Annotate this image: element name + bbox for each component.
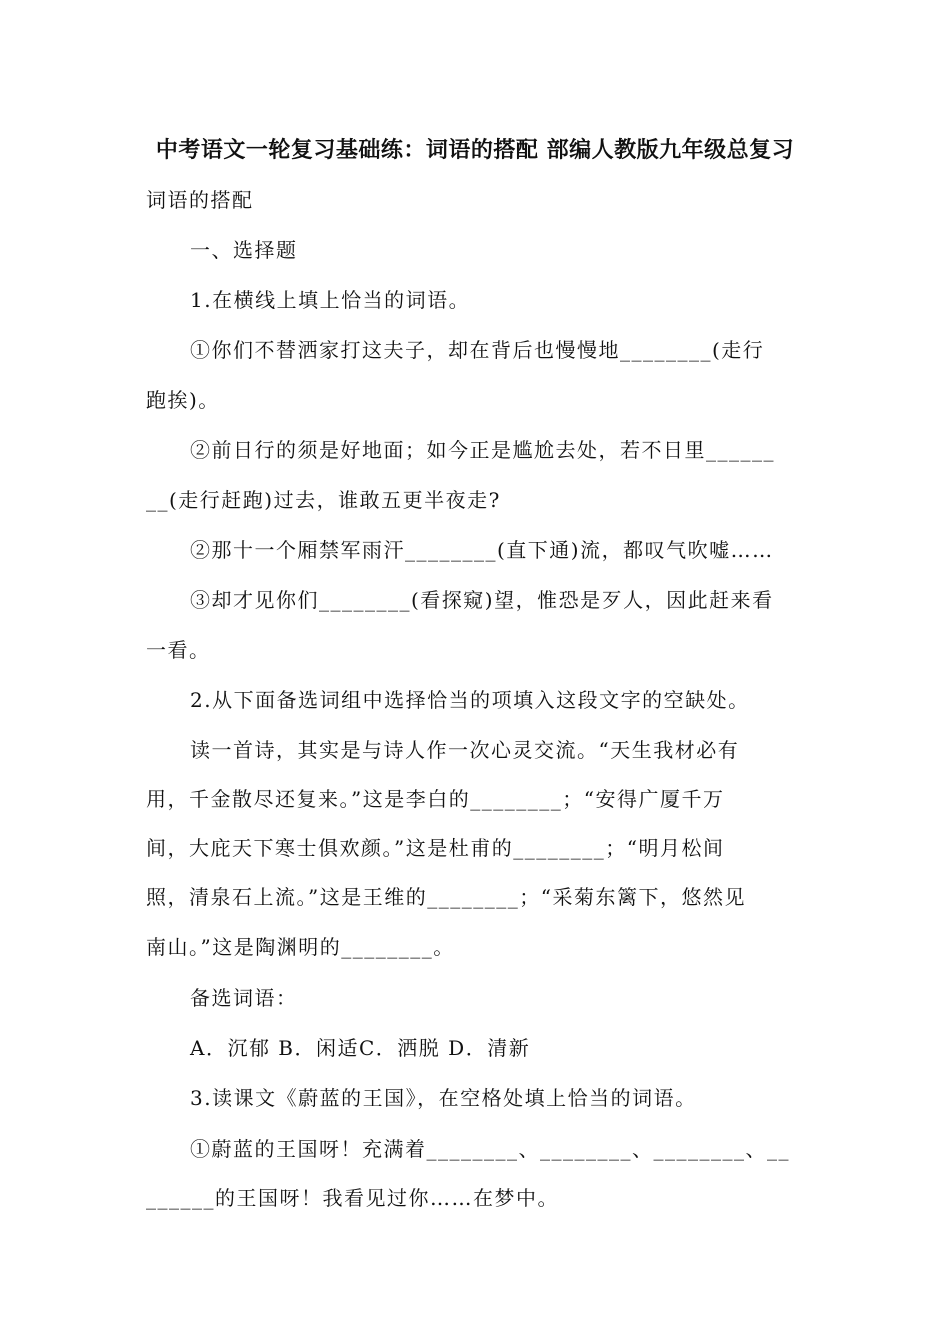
question-1-item-4-cont: 一看。 (146, 638, 211, 662)
question-1-prompt: 1.在横线上填上恰当的词语。 (190, 288, 471, 312)
document-title: 中考语文一轮复习基础练：词语的搭配 部编人教版九年级总复习 (155, 138, 795, 163)
question-2-options: A．沉郁 B．闲适C．洒脱 D．清新 (190, 1036, 531, 1060)
question-3-prompt: 3.读课文《蔚蓝的王国》，在空格处填上恰当的词语。 (190, 1086, 697, 1110)
question-2-passage-line-4: 照，清泉石上流。”这是王维的________；“采菊东篱下，悠然见 (146, 885, 746, 909)
question-1-item-1-cont: 跑挨)。 (146, 388, 220, 412)
question-1-item-3: ②那十一个厢禁军雨汗________(直下通)流，都叹气吹嘘…… (190, 538, 774, 562)
question-1-item-2: ②前日行的须是好地面；如今正是尴尬去处，若不日里______ (190, 438, 775, 462)
question-2-passage-line-5: 南山。”这是陶渊明的________。 (146, 935, 455, 959)
question-3-item-1-cont: ______的王国呀！我看见过你……在梦中。 (146, 1186, 559, 1210)
document-subtitle: 词语的搭配 (146, 188, 254, 212)
question-2-options-label: 备选词语： (190, 986, 298, 1010)
question-2-passage-line-2: 用，千金散尽还复来。”这是李白的________；“安得广厦千万 (146, 787, 725, 811)
section-heading: 一、选择题 (190, 238, 298, 262)
question-1-item-4: ③却才见你们________(看探窥)望，惟恐是歹人，因此赶来看 (190, 588, 774, 612)
question-2-prompt: 2.从下面备选词组中选择恰当的项填入这段文字的空缺处。 (190, 688, 750, 712)
question-2-passage-line-1: 读一首诗，其实是与诗人作一次心灵交流。“天生我材必有 (190, 738, 740, 762)
question-2-passage-line-3: 间，大庇天下寒士俱欢颜。”这是杜甫的________；“明月松间 (146, 836, 725, 860)
question-1-item-1: ①你们不替洒家打这夫子，却在背后也慢慢地________(走行 (190, 338, 765, 362)
question-1-item-2-cont: __(走行赶跑)过去，谁敢五更半夜走? (146, 488, 501, 512)
question-3-item-1: ①蔚蓝的王国呀！充满着________、________、________、__ (190, 1137, 790, 1161)
